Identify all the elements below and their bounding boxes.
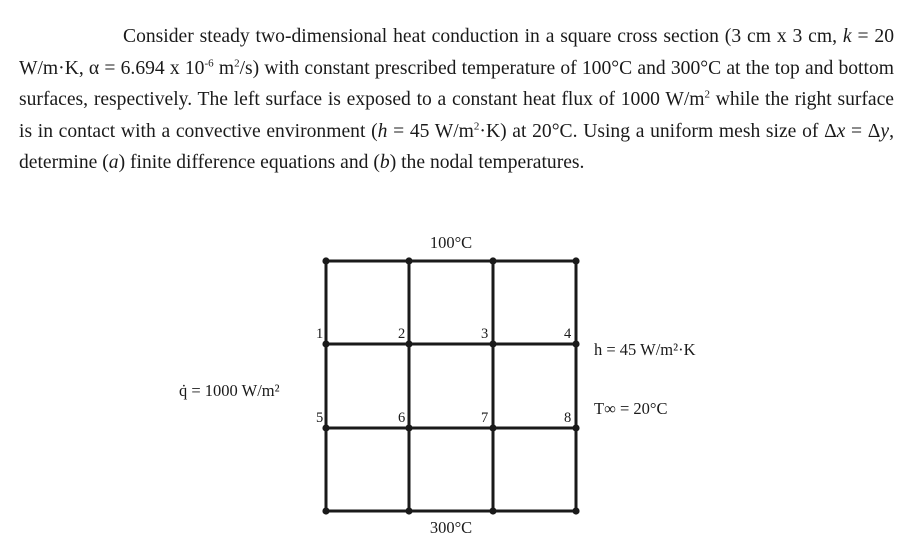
node-dot bbox=[322, 424, 329, 431]
node-label-8: 8 bbox=[564, 410, 572, 426]
node-numbers bbox=[316, 326, 572, 426]
mesh-outline bbox=[326, 261, 576, 511]
node-label-5: 5 bbox=[316, 410, 324, 426]
node-dot bbox=[322, 257, 329, 264]
node-dot bbox=[405, 340, 412, 347]
node-label-4: 4 bbox=[564, 326, 572, 342]
node-label-7: 7 bbox=[481, 410, 489, 426]
mesh-grid bbox=[326, 261, 576, 511]
node-dot bbox=[572, 257, 579, 264]
node-label-2: 2 bbox=[398, 326, 406, 342]
node-dot bbox=[572, 340, 579, 347]
node-dot bbox=[322, 340, 329, 347]
node-dot bbox=[322, 507, 329, 514]
node-dot bbox=[405, 424, 412, 431]
node-dot bbox=[405, 257, 412, 264]
node-dot bbox=[572, 507, 579, 514]
node-dot bbox=[405, 507, 412, 514]
node-dot bbox=[572, 424, 579, 431]
node-dot bbox=[489, 340, 496, 347]
heat-flux-label: q̇ = 1000 W/m² bbox=[179, 381, 280, 400]
ambient-temperature-label: T∞ = 20°C bbox=[594, 399, 668, 418]
node-dot bbox=[489, 507, 496, 514]
node-dot bbox=[489, 424, 496, 431]
node-label-6: 6 bbox=[398, 410, 406, 426]
convection-coefficient-label: h = 45 W/m²·K bbox=[594, 340, 696, 359]
node-label-3: 3 bbox=[481, 326, 489, 342]
top-temperature-label: 100°C bbox=[429, 233, 473, 252]
mesh-nodes bbox=[322, 257, 579, 514]
bottom-temperature-label: 300°C bbox=[429, 518, 473, 537]
node-dot bbox=[489, 257, 496, 264]
problem-paragraph: Consider steady two-dimensional heat conduction in a square cross section (3 cm x 3 cm, k = 20 W/m·K, α = 6.694 x $10^{-6}$ $m^2/s$) with constant prescribed temperature of 100°C and 300°C at the top and bottom surfaces, respectively. The left surface is exposed to a constant heat flux of 1000 $W/m^2$ while the right surface is in contact with a convective environment (h = 45 $W/m^2\cdot K$) at 20°C. Using a uniform mesh size of Δx = Δy, determine (a) finite difference equations and (b) the nodal temperatures. bbox=[19, 26, 894, 173]
node-label-1: 1 bbox=[316, 326, 324, 342]
